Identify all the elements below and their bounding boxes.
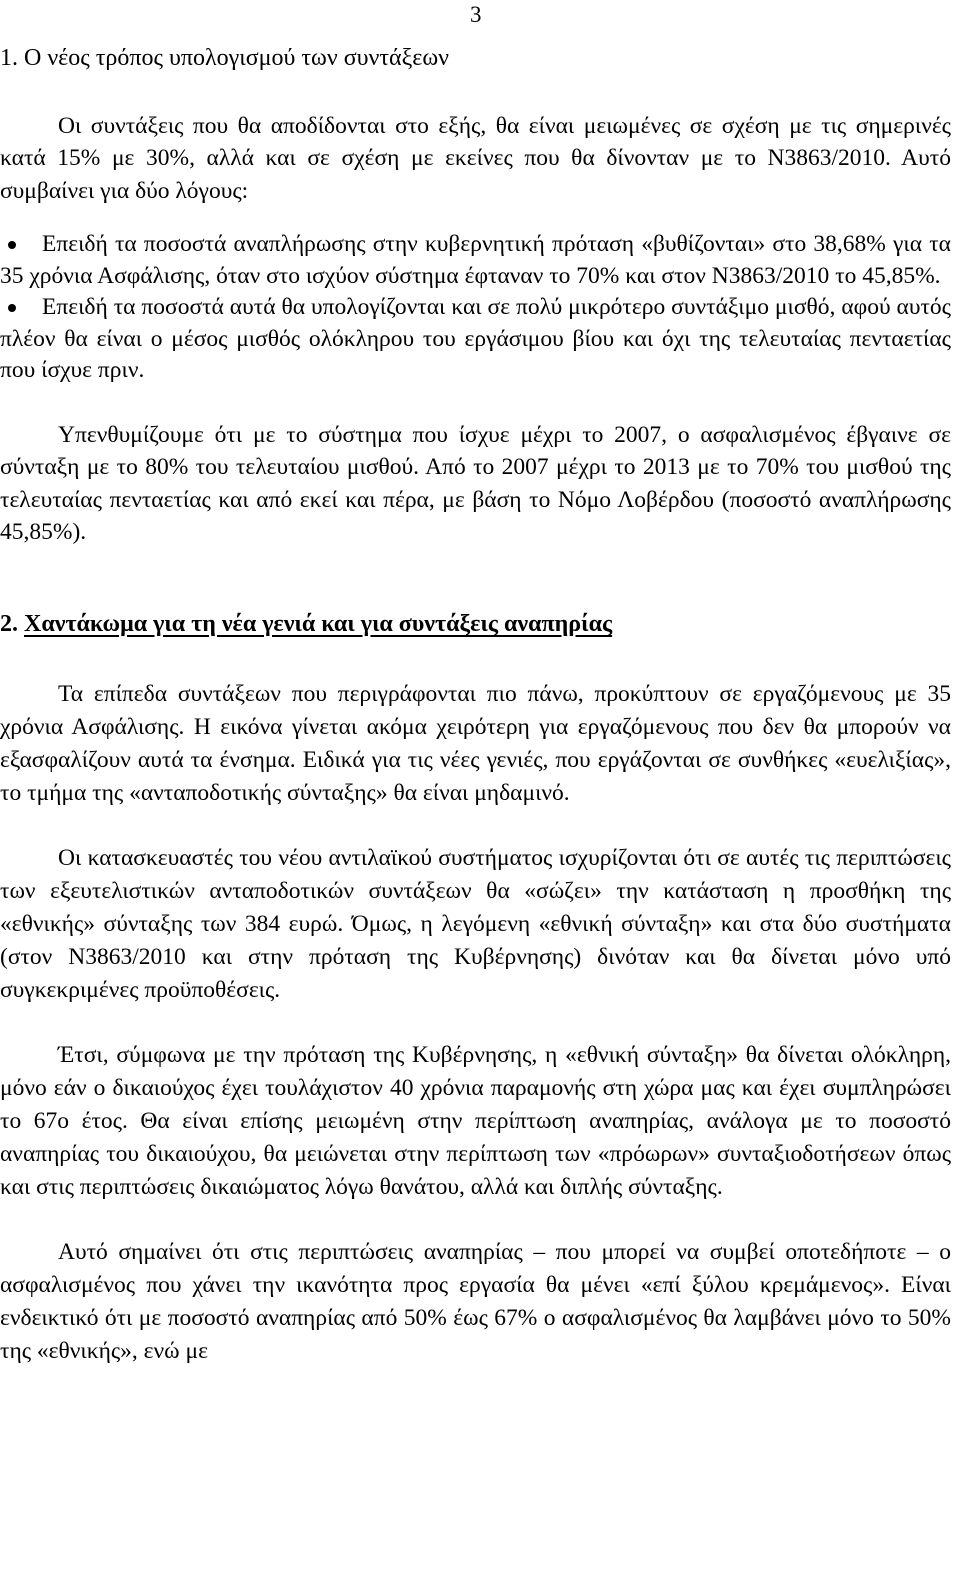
section-2-heading (0, 606, 951, 642)
reasons-bullet-list (0, 229, 951, 387)
body-paragraph: Αυτό σημαίνει ότι στις περιπτώσεις αναπηρίας – που μπορεί να συμβεί οποτεδήποτε – ο ασφαλισμένος που χάνει την ικανότητα προς εργασία θα μένει «επί ξύλου κρεμάμενος». Είναι ενδεικτικό ότι με ποσοστό αναπηρίας από 50% έως 67% ο ασφαλισμένος θα λαμβάνει μόνο το 50% της «εθνικής», ενώ με (0, 1239, 951, 1365)
document-body (0, 40, 951, 1368)
section-2-number: 2. (0, 611, 18, 638)
section-1-heading: 1. Ο νέος τρόπος υπολογισμού των συντάξεων (0, 45, 450, 71)
section-2-title: Χαντάκωμα για τη νέα γενιά και για συντάξεις αναπηρίας (24, 611, 613, 638)
body-paragraph: Έτσι, σύμφωνα με την πρόταση της Κυβέρνησης, η «εθνική σύνταξη» θα δίνεται ολόκληρη, μόνο εάν ο δικαιούχος έχει τουλάχιστον 40 χρόνια παραμονής στη χώρα μας και έχει συμπληρώσει το 67ο έτος. Θα είναι επίσης μειωμένη στην περίπτωση αναπηρίας, ανάλογα με το ποσοστό αναπηρίας του δικαιούχου, θα μειώνεται στην περίπτωση των «πρόωρων» συνταξιοδοτήσεων όπως και στις περιπτώσεις δικαιώματος λόγω θανάτου, αλλά και διπλής σύνταξης. (0, 1042, 951, 1201)
bullet-item (0, 229, 951, 292)
bullet-text: Επειδή τα ποσοστά αναπλήρωσης στην κυβερνητική πρόταση «βυθίζονται» στο 38,68% για τα 35 χρόνια Ασφάλισης, όταν στο ισχύον σύστημα έφταναν το 70% και στον Ν3863/2010 το 45,85%. (0, 231, 951, 289)
bullet-icon (8, 241, 16, 249)
reminder-paragraph: Υπενθυμίζουμε ότι με το σύστημα που ίσχυε μέχρι το 2007, ο ασφαλισμένος έβγαινε σε σύνταξη με το 80% του τελευταίου μισθού. Από το 2007 μέχρι το 2013 με το 70% του μισθού της τελευταίας πενταετίας και από εκεί και πέρα, με βάση το Νόμο Λοβέρδου (ποσοστό αναπλήρωσης 45,85%). (0, 421, 951, 545)
bullet-text: Επειδή τα ποσοστά αυτά θα υπολογίζονται και σε πολύ μικρότερο συντάξιμο μισθό, αφού αυτός πλέον θα είναι ο μέσος μισθός ολόκληρου του εργάσιμου βίου και όχι της τελευταίας πενταετίας που ίσχυε πριν. (0, 294, 951, 384)
body-paragraph: Οι κατασκευαστές του νέου αντιλαϊκού συστήματος ισχυρίζονται ότι σε αυτές τις περιπτώσεις των εξευτελιστικών ανταποδοτικών συντάξεων θα «σώζει» την κατάσταση η προσθήκη της «εθνικής» σύνταξης των 384 ευρώ. Όμως, η λεγόμενη «εθνική σύνταξη» και στα δύο συστήματα (στον Ν3863/2010 και στην πρόταση της Κυβέρνησης) δινόταν και θα δίνεται μόνο υπό συγκεκριμένες προϋποθέσεις. (0, 845, 951, 1004)
bullet-icon (8, 304, 16, 312)
section-1-intro-paragraph: Οι συντάξεις που θα αποδίδονται στο εξής, θα είναι μειωμένες σε σχέση με τις σημερινές κατά 15% με 30%, αλλά και σε σχέση με εκείνες που θα δίνονταν με το Ν3863/2010. Αυτό συμβαίνει για δύο λόγους: (0, 113, 951, 204)
bullet-item (0, 292, 951, 387)
body-paragraph: Τα επίπεδα συντάξεων που περιγράφονται πιο πάνω, προκύπτουν σε εργαζόμενους με 35 χρόνια Ασφάλισης. Η εικόνα γίνεται ακόμα χειρότερη για εργαζόμενους που δεν θα μπορούν να εξασφαλίζουν αυτά τα ένσημα. Ειδικά για τις νέες γενιές, που εργάζονται σε συνθήκες «ευελιξίας», το τμήμα της «ανταποδοτικής σύνταξης» θα είναι μηδαμινό. (0, 681, 951, 807)
page-number: 3 (470, 2, 482, 27)
